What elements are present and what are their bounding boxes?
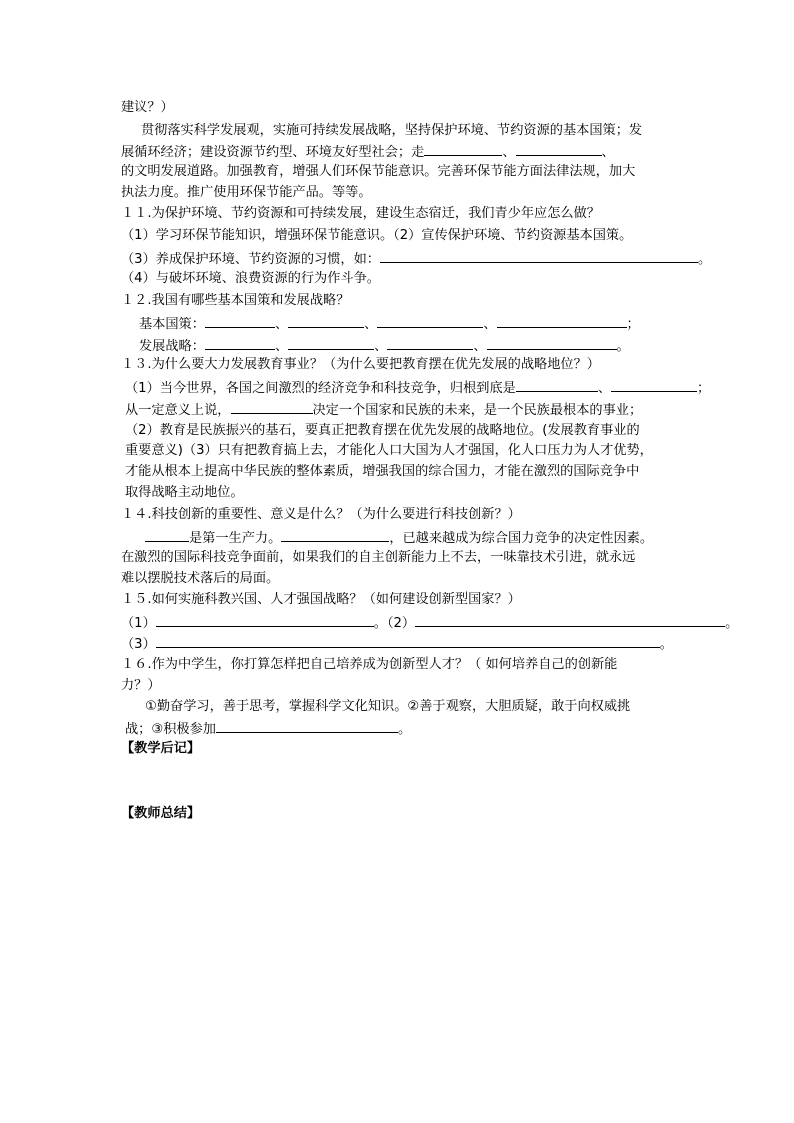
q12-policies-line (139, 313, 640, 335)
punctuation: 。 (616, 339, 630, 354)
punctuation: ； (697, 381, 711, 396)
q15-line-1 (121, 612, 738, 634)
question-16-line-1: １６.作为中学生，你打算怎样把自己培养成为创新型人才？（ 如何培养自己的创新能 (121, 657, 618, 672)
separator: 、 (364, 317, 378, 332)
q16-answer-line-1: ①勤奋学习，善于思考，掌握科学文化知识。②善于观察，大胆质疑，敢于向权威挑 (145, 699, 631, 714)
fill-blank[interactable] (205, 313, 275, 328)
fill-blank[interactable] (387, 335, 473, 350)
item-number: （3） (121, 637, 156, 652)
line-text: 展循环经济；建设资源节约型、环境友好型社会；走 (121, 145, 425, 160)
separator: 、 (502, 145, 516, 160)
q16-answer-line-2 (125, 718, 411, 740)
q13-line-4: 重要意义)（3）只有把教育搞上去，才能化人口大国为人才强国，化人口压力为人才优势， (125, 443, 653, 458)
item-number: 。（2） (373, 616, 416, 631)
separator: 、 (483, 317, 497, 332)
prev-question-tail: 建议？） (121, 100, 174, 115)
fill-blank[interactable] (288, 313, 364, 328)
q11-item-3 (121, 248, 711, 270)
fill-blank[interactable] (377, 313, 483, 328)
q14-line-3: 难以摆脱技术落后的局面。 (121, 571, 280, 586)
q15-line-2 (121, 633, 673, 655)
punctuation: 。 (697, 252, 712, 267)
fill-blank[interactable] (424, 141, 502, 156)
line-text: 决定一个国家和民族的未来，是一个民族最根本的事业； (312, 403, 643, 418)
punctuation: ； (626, 317, 640, 332)
teacher-summary-heading: 【教师总结】 (121, 806, 201, 821)
fill-blank[interactable] (516, 377, 598, 392)
question-12: １２.我国有哪些基本国策和发展战略？ (121, 293, 350, 308)
q14-line-1 (145, 527, 653, 549)
punctuation: 。 (659, 637, 673, 652)
question-16-line-2: 力？） (121, 678, 161, 693)
q13-line-2 (125, 399, 642, 421)
q13-line-5: 才能从根本上提高中华民族的整体素质，增强我国的综合国力，才能在激烈的国际竞争中 (125, 464, 640, 479)
q12-strategies-line (139, 335, 630, 357)
fill-blank[interactable] (487, 335, 617, 350)
question-13: １３.为什么要大力发展教育事业？（为什么要把教育摆在优先发展的战略地位？） (121, 357, 600, 372)
question-15: １５.如何实施科教兴国、人才强国战略？（如何建设创新型国家？） (121, 592, 521, 607)
q13-line-3: （2）教育是民族振兴的基石，要真正把教育摆在优先发展的战略地位。(发展教育事业的 (125, 423, 640, 438)
fill-blank[interactable] (281, 527, 389, 542)
q11-item-4: （4）与破坏环境、浪费资源的行为作斗争。 (121, 271, 380, 286)
line-text: 战；③积极参加 (125, 722, 216, 737)
separator: 、 (274, 339, 289, 354)
separator: 、 (274, 317, 289, 332)
separator: 、 (597, 381, 612, 396)
answer-paragraph-line-2 (121, 141, 615, 163)
fill-blank[interactable] (516, 141, 602, 156)
q13-line-6: 取得战略主动地位。 (125, 485, 244, 500)
fill-blank[interactable] (415, 612, 725, 627)
answer-paragraph-line-4: 执法力度。推广使用环保节能产品。等等。 (121, 185, 372, 200)
separator: 、 (374, 339, 388, 354)
line-text: ，已越来越成为综合国力竞争的决定性因素。 (389, 531, 654, 546)
teaching-notes-heading: 【教学后记】 (121, 741, 201, 756)
fill-blank[interactable] (156, 612, 374, 627)
fill-blank[interactable] (231, 399, 313, 414)
answer-paragraph-line-3: 的文明发展道路。加强教育，增强人们环保节能意识。完善环保节能方面法律法规，加大 (121, 164, 636, 179)
line-text: 是第一生产力。 (189, 531, 282, 546)
answer-paragraph-line-1: 贯彻落实科学发展观，实施可持续发展战略，坚持保护环境、节约资源的基本国策；发 (141, 123, 643, 138)
separator: 、 (473, 339, 487, 354)
punctuation: 。 (397, 722, 412, 737)
line-label: 基本国策： (139, 317, 205, 332)
fill-blank[interactable] (497, 313, 627, 328)
separator: 、 (601, 145, 615, 160)
question-14: １４.科技创新的重要性、意义是什么？（为什么要进行科技创新？） (121, 507, 521, 522)
fill-blank[interactable] (156, 633, 660, 648)
item-number: （1） (121, 616, 156, 631)
line-text: 从一定意义上说， (125, 403, 231, 418)
line-text: （1）当今世界，各国之间激烈的经济竞争和科技竞争，归根到底是 (125, 381, 516, 396)
question-11: １１.为保护环境、节约资源和可持续发展，建设生态宿迁，我们青少年应怎么做？ (121, 206, 600, 221)
q11-item-1-2: （1）学习环保节能知识，增强环保节能意识。（2）宣传保护环境、节约资源基本国策。 (121, 228, 633, 243)
punctuation: 。 (725, 616, 739, 631)
line-label: 发展战略： (139, 339, 205, 354)
q13-line-1 (125, 377, 710, 399)
fill-blank[interactable] (380, 248, 698, 263)
line-text: （3）养成保护环境、节约资源的习惯，如： (121, 252, 380, 267)
fill-blank[interactable] (216, 718, 398, 733)
fill-blank[interactable] (288, 335, 374, 350)
fill-blank[interactable] (611, 377, 697, 392)
fill-blank[interactable] (205, 335, 275, 350)
fill-blank[interactable] (145, 527, 189, 542)
q14-line-2: 在激烈的国际科技竞争面前，如果我们的自主创新能力上不去，一味靠技术引进，就永远 (121, 550, 636, 565)
